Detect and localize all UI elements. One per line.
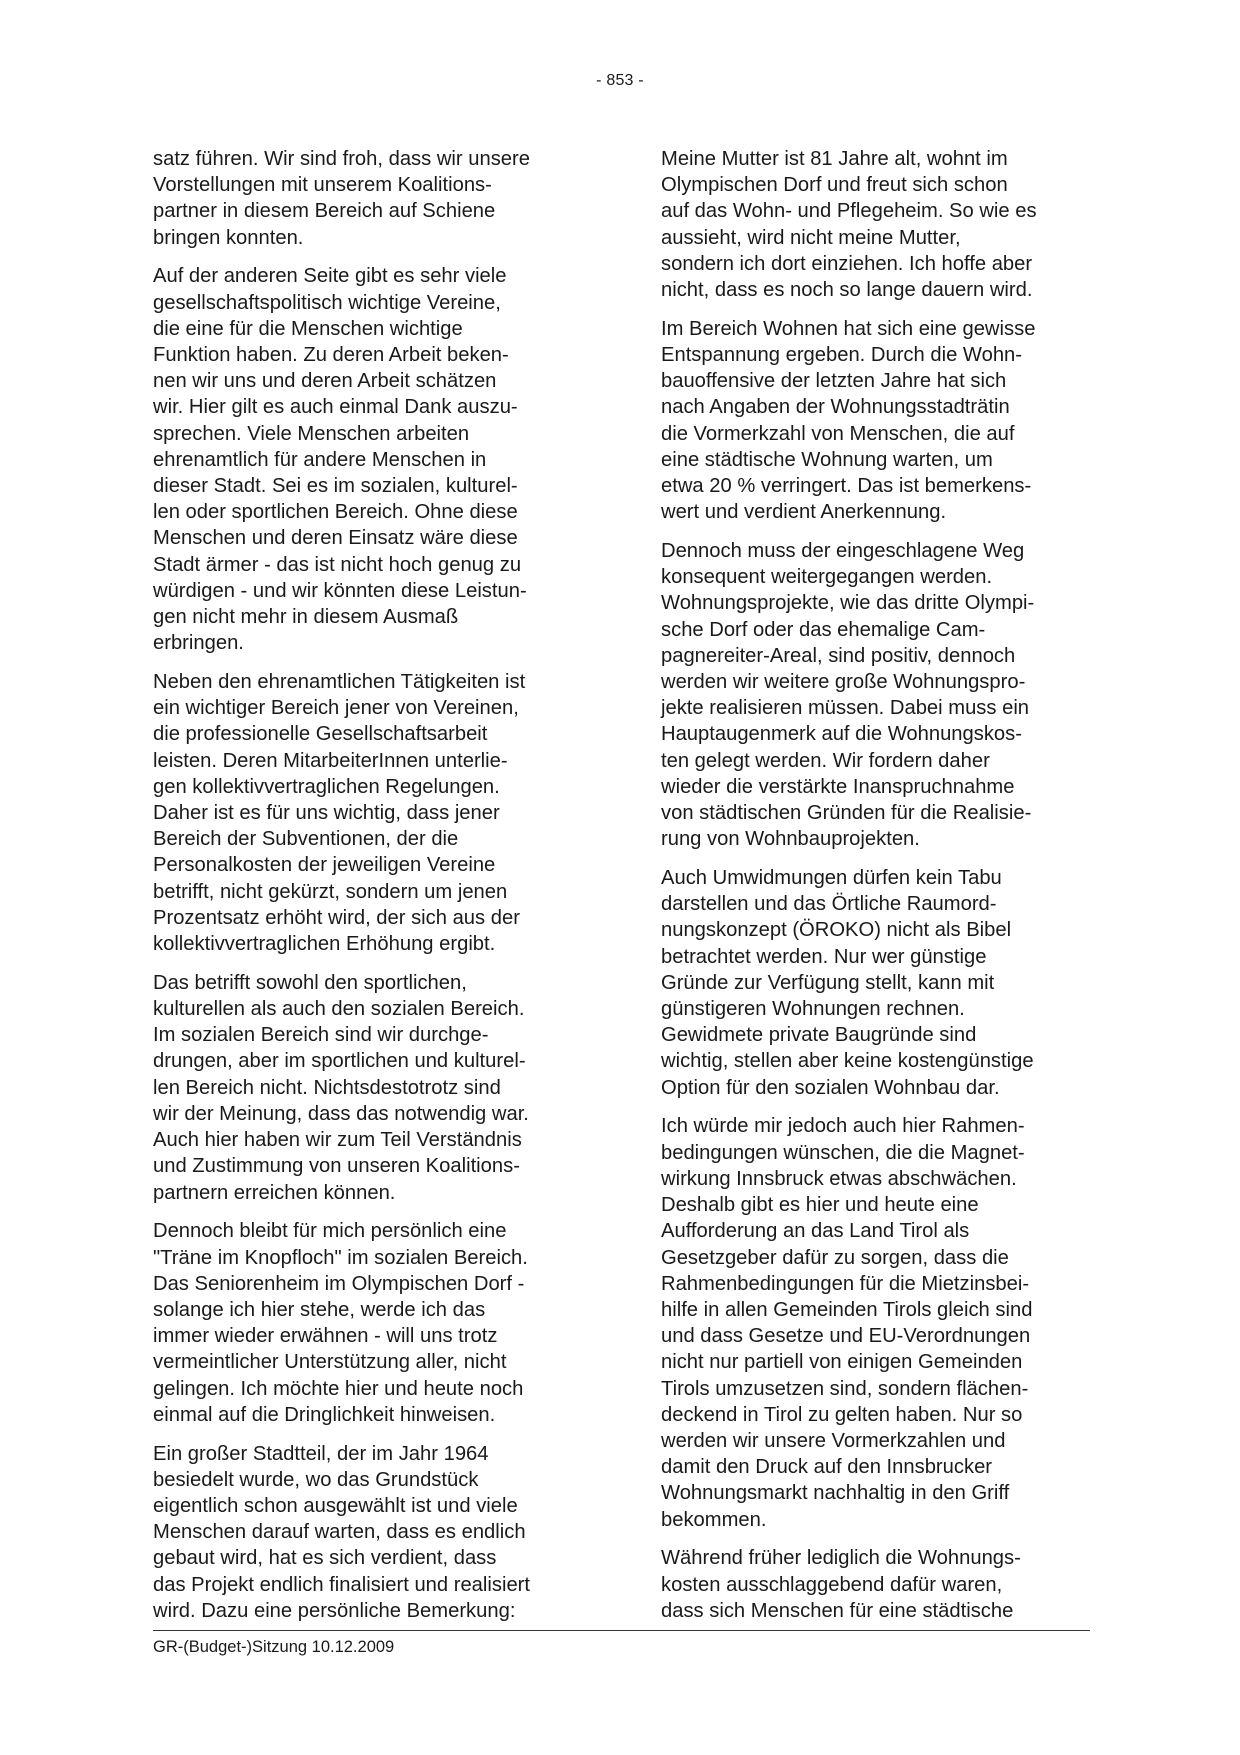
footer-divider bbox=[153, 1630, 1090, 1631]
paragraph: Das betrifft sowohl den sportlichen, kulturellen als auch den sozialen Bereich. Im sozialen Bereich sind wir durchge- drungen, aber im sportlichen und kulturel- len Bereich nicht. Nichtsdestotrotz sind wir der Meinung, dass das notwendig war. Auch hier haben wir zum Teil Verständnis und Zustimmung von unseren Koalitions- partnern erreichen können. bbox=[153, 971, 529, 1204]
paragraph: Ich würde mir jedoch auch hier Rahmen- bedingungen wünschen, die die Magnet- wirkung Innsbruck etwas abschwächen. Deshalb gibt es hier und heute eine Aufforderung an das Land Tirol als Gesetzgeber dafür zu sorgen, dass die Rahmenbedingungen für die Mietzinsbei- hilfe in allen Gemeinden Tirols gleich sind und dass Gesetze und EU-Verordnungen nicht nur partiell von einigen Gemeinden Tirols umzusetzen sind, sondern flächen- deckend in Tirol zu gelten haben. Nur so werden wir unsere Vormerkzahlen und damit den Druck auf den Innsbrucker Wohnungsmarkt nachhaltig in den Griff bekommen. bbox=[661, 1115, 1033, 1531]
paragraph: Dennoch bleibt für mich persönlich eine "Träne im Knopfloch" im sozialen Bereich. Das Seniorenheim im Olympischen Dorf - solange ich hier stehe, werde ich das immer wieder erwähnen - will uns trotz vermeintlicher Unterstützung aller, nicht gelingen. Ich möchte hier und heute noch einmal auf die Dringlichkeit hinweisen. bbox=[153, 1220, 528, 1426]
paragraph: Neben den ehrenamtlichen Tätigkeiten ist ein wichtiger Bereich jener von Vereinen, die professionelle Gesellschaftsarbeit leisten. Deren MitarbeiterInnen unterlie- gen kollektivvertraglichen Regelungen. Daher ist es für uns wichtig, dass jener Bereich der Subventionen, der die Personalkosten der jeweiligen Vereine betrifft, nicht gekürzt, sondern um jenen Prozentsatz erhöht wird, der sich aus der kollektivvertraglichen Erhöhung ergibt. bbox=[153, 671, 526, 956]
paragraph: Im Bereich Wohnen hat sich eine gewisse Entspannung ergeben. Durch die Wohn- bauoffensive der letzten Jahre hat sich nach Angaben der Wohnungsstadträtin die Vormerkzahl von Menschen, die auf eine städtische Wohnung warten, um etwa 20 % verringert. Das ist bemerkens- wert und verdient Anerkennung. bbox=[661, 317, 1036, 524]
paragraph: Auf der anderen Seite gibt es sehr viele gesellschaftspolitisch wichtige Vereine, die eine für die Menschen wichtige Funktion haben. Zu deren Arbeit beken- nen wir uns und deren Arbeit schätzen wir. Hier gilt es auch einmal Dank auszu- sprechen. Viele Menschen arbeiten ehrenamtlich für andere Menschen in dieser Stadt. Sei es im sozialen, kulturel- len oder sportlichen Bereich. Ohne diese Menschen und deren Einsatz wäre diese Stadt ärmer - das ist nicht hoch genug zu würdigen - und wir könnten diese Leistun- gen nicht mehr in diesem Ausmaß erbringen. bbox=[153, 265, 527, 655]
page-number: - 853 - bbox=[596, 72, 644, 89]
paragraph: Auch Umwidmungen dürfen kein Tabu darstellen und das Örtliche Raumord- nungskonzept (ÖROKO) nicht als Bibel betrachtet werden. Nur wer günstige Gründe zur Verfügung stellt, kann mit günstigeren Wohnungen rechnen. Gewidmete private Baugründe sind wichtig, stellen aber keine kostengünstige Option für den sozialen Wohnbau dar. bbox=[661, 867, 1034, 1099]
paragraph: satz führen. Wir sind froh, dass wir unsere Vorstellungen mit unserem Koalitions- partner in diesem Bereich auf Schiene bringen konnten. bbox=[153, 148, 530, 249]
footer-session-label: GR-(Budget-)Sitzung 10.12.2009 bbox=[153, 1638, 395, 1656]
left-column bbox=[153, 146, 593, 1637]
paragraph: Meine Mutter ist 81 Jahre alt, wohnt im Olympischen Dorf und freut sich schon auf das Wohn- und Pflegeheim. So wie es aussieht, wird nicht meine Mutter, sondern ich dort einziehen. Ich hoffe aber nicht, dass es noch so lange dauern wird. bbox=[661, 148, 1037, 302]
paragraph: Ein großer Stadtteil, der im Jahr 1964 besiedelt wurde, wo das Grundstück eigentlich schon ausgewählt ist und viele Menschen darauf warten, dass es endlich gebaut wird, hat es sich verdient, dass das Projekt endlich finalisiert und realisiert wird. Dazu eine persönliche Bemerkung: bbox=[153, 1442, 531, 1622]
paragraph: Während früher lediglich die Wohnungs- kosten ausschlaggebend dafür waren, dass sich Menschen für eine städtische bbox=[661, 1547, 1021, 1622]
paragraph: Dennoch muss der eingeschlagene Weg konsequent weitergegangen werden. Wohnungsprojekte, wie das dritte Olympi- sche Dorf oder das ehemalige Cam- pagnereiter-Areal, sind positiv, dennoch werden wir weitere große Wohnungspro- jekte realisieren müssen. Dabei muss ein Hauptaugenmerk auf die Wohnungskos- ten gelegt werden. Wir fordern daher wieder die verstärkte Inanspruchnahme von städtischen Gründen für die Realisie- rung von Wohnbauprojekten. bbox=[661, 540, 1035, 851]
right-column bbox=[661, 146, 1101, 1637]
